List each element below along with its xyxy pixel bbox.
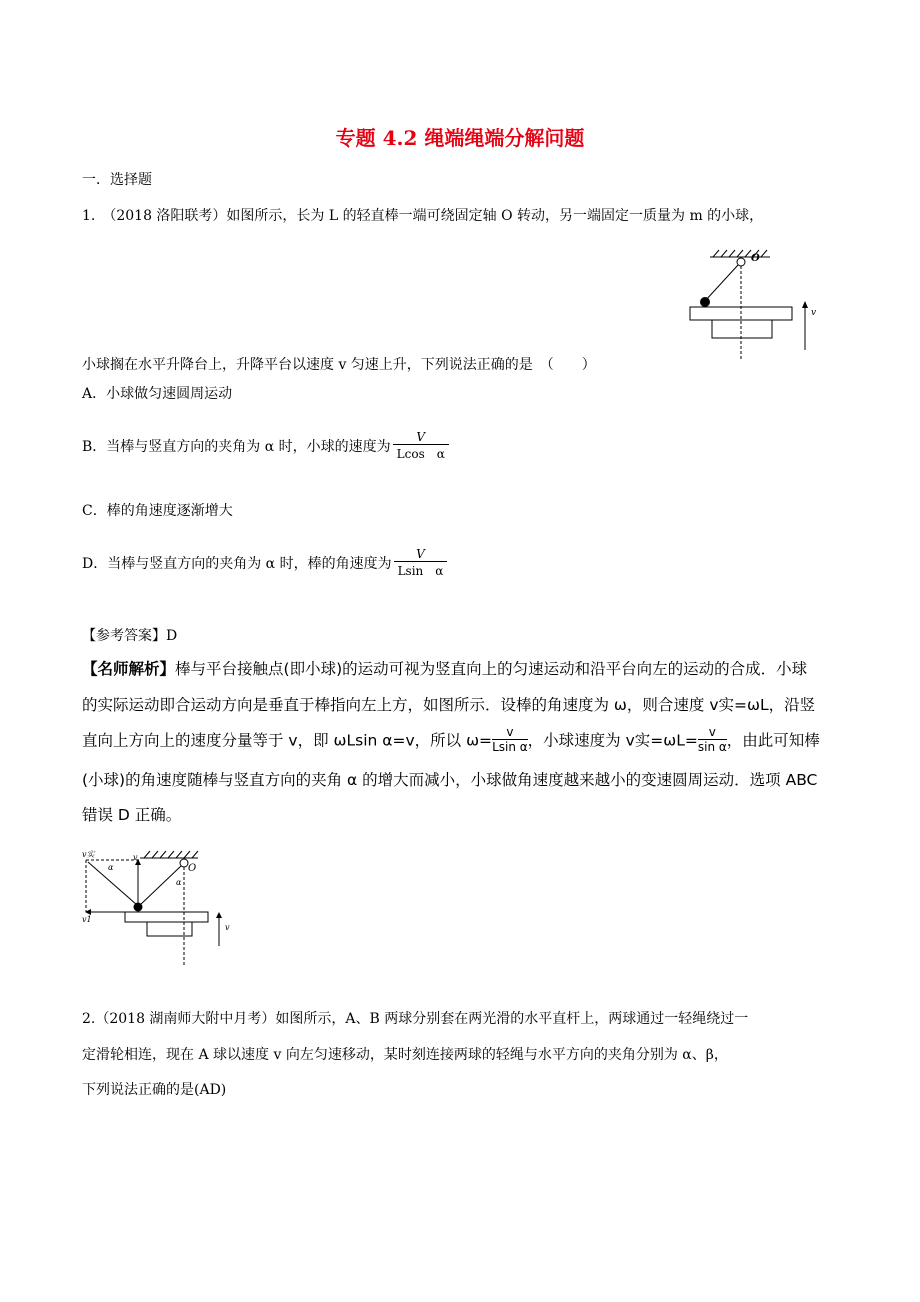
numerator: V — [416, 547, 425, 561]
explanation-text: ，由此可知棒 — [726, 731, 820, 750]
figure-label-v: v — [811, 308, 817, 318]
numerator: V — [416, 430, 426, 444]
numerator: v — [506, 725, 514, 739]
option-c: C．棒的角速度逐渐增大 — [82, 503, 233, 519]
explanation-line-2: 的实际运动即合运动方向是垂直于棒指向左上方，如图所示．设棒的角速度为 ω，则合速度 v实=ωL，沿竖 — [82, 696, 816, 714]
explanation-text: ，小球速度为 v实=ωL= — [527, 731, 698, 750]
label-v1: v1 — [82, 915, 92, 924]
explanation-text: 棒与平台接触点(即小球)的运动可视为竖直向上的匀速运动和沿平台向左的运动的合成．小球 — [175, 660, 808, 678]
option-b — [82, 430, 449, 462]
option-d — [82, 547, 447, 579]
question-2-text-2: 定滑轮相连，现在 A 球以速度 v 向左匀速移动，某时刻连接两球的轻绳与水平方向的夹角分别为 α、β， — [82, 1047, 728, 1063]
reference-answer: 【参考答案】D — [82, 628, 178, 644]
explanation-line-1 — [82, 657, 807, 679]
label-alpha-right: α — [176, 878, 182, 887]
explanation-heading: 【名师解析】 — [82, 660, 176, 678]
question-1-text: 1. （2018 洛阳联考）如图所示，长为 L 的轻直棒一端可绕固定轴 O 转动，另一端固定一质量为 m 的小球， — [82, 208, 764, 224]
denominator: Lcos α — [393, 444, 449, 462]
explanation-line-4: (小球)的角速度随棒与竖直方向的夹角 α 的增大而减小，小球做角速度越来越小的变速圆周运动．选项 ABC — [82, 771, 818, 789]
omega-fraction — [492, 725, 528, 754]
label-o: O — [188, 863, 197, 874]
question-2-text-1: 2.（2018 湖南师大附中月考）如图所示，A、B 两球分别套在两光滑的水平直杆上，两球通过一轻绳绕过一 — [82, 1011, 749, 1027]
explanation-figure — [78, 848, 238, 968]
option-a: A．小球做匀速圆周运动 — [82, 386, 233, 402]
explanation-text: 直向上方向上的速度分量等于 v，即 ωLsin α=v，所以 ω= — [82, 731, 493, 750]
label-v-actual: v实 — [82, 850, 95, 859]
label-alpha-left: α — [108, 863, 114, 872]
option-b-fraction — [393, 430, 449, 462]
question-1-text-cont: 小球搁在水平升降台上，升降平台以速度 v 匀速上升，下列说法正确的是 （ ） — [82, 357, 596, 373]
section-heading: 一．选择题 — [82, 172, 152, 188]
explanation-line-3 — [82, 725, 820, 754]
denominator: Lsin α — [394, 561, 448, 579]
numerator: v — [708, 725, 716, 739]
denominator: sin α — [697, 740, 727, 754]
option-b-text: B．当棒与竖直方向的夹角为 α 时，小球的速度为 — [82, 439, 391, 455]
label-v-right: v — [225, 923, 230, 932]
option-d-fraction — [394, 547, 448, 579]
option-d-text: D．当棒与竖直方向的夹角为 α 时，棒的角速度为 — [82, 556, 392, 572]
question-2-text-3: 下列说法正确的是(AD) — [82, 1082, 227, 1098]
figure-label-o: O — [751, 253, 760, 264]
denominator: Lsin α — [492, 740, 528, 754]
label-v-up: v — [133, 853, 138, 862]
explanation-line-5: 错误 D 正确。 — [82, 806, 182, 824]
page-title: 专题 4.2 绳端绳端分解问题 — [335, 126, 585, 150]
question-1-figure — [685, 235, 825, 360]
velocity-fraction — [698, 725, 727, 754]
